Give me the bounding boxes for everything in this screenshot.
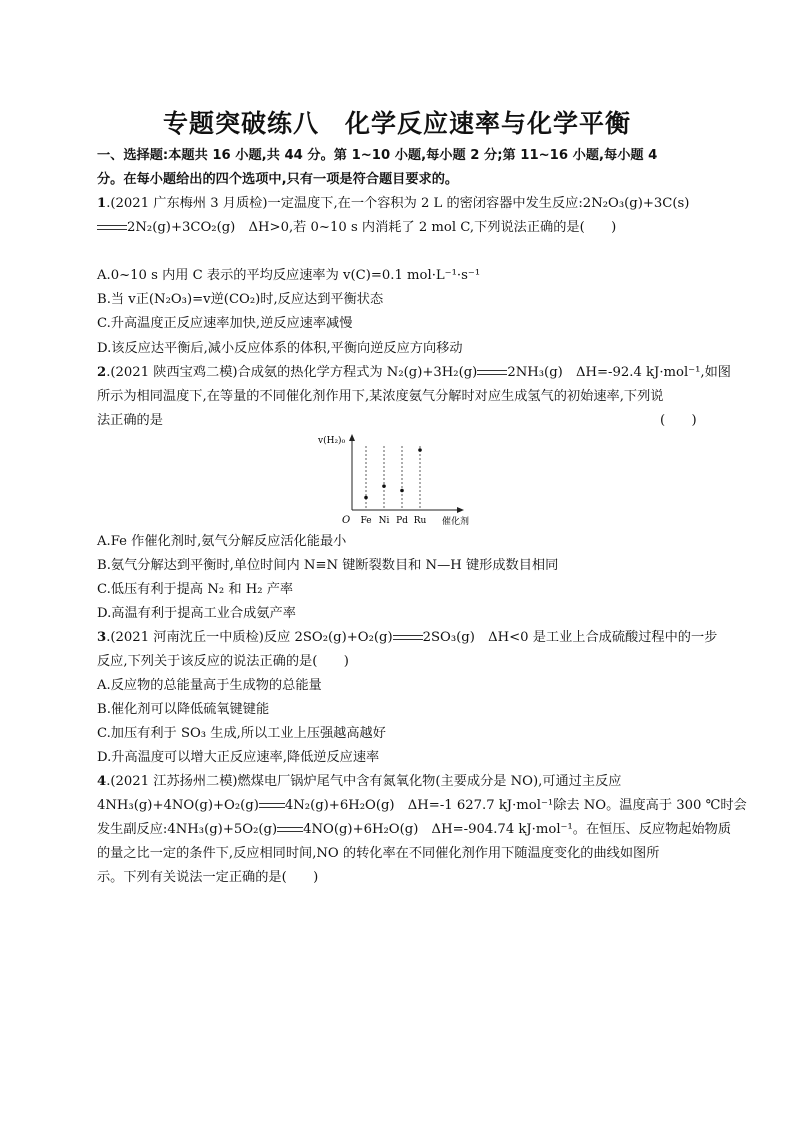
q2-option-c: C.低压有利于提高 N₂ 和 H₂ 产率 [97,582,294,597]
q4-stem-text-3a: 发生副反应:4NH₃(g)+5O₂(g) [97,822,278,837]
q1-stem-text-1: .(2021 广东梅州 3 月质检)一定温度下,在一个容积为 2 L 的密闭容器中发生反应:2N₂O₃(g)+3C(s) [106,196,690,211]
page-title: 专题突破练八 化学反应速率与化学平衡 [162,109,631,138]
q1-stem-line-2 [97,218,707,238]
q4-stem-line-5: 示。下列有关说法一定正确的是( ) [97,870,319,885]
reversible-arrow-icon [477,369,507,377]
q3-stem-line-2: 反应,下列关于该反应的说法正确的是( ) [97,654,349,669]
equals-arrow-icon [277,826,303,834]
chart-x-axis-arrow [457,507,464,513]
q3-stem-text-1b: 2SO₃(g) ΔH<0 是工业上合成硫酸过程中的一步 [422,630,718,645]
chart-marks [360,446,426,526]
chart-tick-ru: Ru [413,516,427,526]
q4-stem-text-3b: 4NO(g)+6H₂O(g) ΔH=-904.74 kJ·mol⁻¹。在恒压、反应物起始物质 [303,822,732,837]
q4-stem-text-1: .(2021 江苏扬州二模)燃煤电厂锅炉尾气中含有氮氧化物(主要成分是 NO),可通过主反应 [106,774,622,789]
q2-number: 2 [97,365,107,380]
q4-stem-line-1 [97,772,707,792]
q4-stem-line-3 [97,820,732,840]
chart-point-ni [382,484,386,488]
q2-stem-line-2: 所示为相同温度下,在等量的不同催化剂作用下,某浓度氨气分解时对应生成氢气的初始速率,下列说 [97,389,664,404]
q3-option-b: B.催化剂可以降低硫氧键键能 [97,702,270,717]
catalyst-rate-chart [318,432,488,532]
q3-option-d: D.升高温度可以增大正反应速率,降低逆反应速率 [97,750,380,765]
q1-option-b: B.当 v正(N₂O₃)=v逆(CO₂)时,反应达到平衡状态 [97,292,384,307]
chart-xlabel: 催化剂 [442,517,470,527]
q2-stem-text-1a: .(2021 陕西宝鸡二模)合成氨的热化学方程式为 N₂(g)+3H₂(g) [106,365,478,380]
q4-stem-line-4: 的量之比一定的条件下,反应相同时间,NO 的转化率在不同催化剂作用下随温度变化的曲线如图所 [97,846,660,861]
q1-option-a: A.0~10 s 内用 C 表示的平均反应速率为 v(C)=0.1 mol·L⁻¹·s⁻¹ [97,268,481,283]
q3-stem-line-1 [97,628,718,648]
q4-stem-text-2a: 4NH₃(g)+4NO(g)+O₂(g) [97,798,259,813]
q2-option-a: A.Fe 作催化剂时,氨气分解反应活化能最小 [97,534,347,549]
q3-option-c: C.加压有利于 SO₃ 生成,所以工业上压强越高越好 [97,726,386,741]
chart-y-axis-arrow [349,434,355,441]
q1-number: 1 [97,196,107,211]
q1-stem-text-2: 2N₂(g)+3CO₂(g) ΔH>0,若 0~10 s 内消耗了 2 mol C,下列说法正确的是( ) [127,220,617,235]
chart-point-ru [418,448,422,452]
q3-option-a: A.反应物的总能量高于生成物的总能量 [97,678,322,693]
section-instructions-line-1: 一、选择题:本题共 16 小题,共 44 分。第 1~10 小题,每小题 2 分;第 11~16 小题,每小题 4 [97,148,658,163]
chart-tick-pd: Pd [396,516,408,526]
q1-stem-line-1 [97,194,707,214]
q3-number: 3 [97,630,107,645]
q4-stem-text-2b: 4N₂(g)+6H₂O(g) ΔH=-1 627.7 kJ·mol⁻¹除去 NO。温度高于 300 ℃时会 [284,798,747,813]
q2-answer-bracket: ( ) [660,413,697,428]
chart-point-fe [364,496,368,500]
chart-tick-fe: Fe [360,516,372,526]
q2-stem-line-1 [97,363,731,383]
q3-stem-text-1a: .(2021 河南沈丘一中质检)反应 2SO₂(g)+O₂(g) [106,630,393,645]
q1-option-d: D.该反应达平衡后,减小反应体系的体积,平衡向逆反应方向移动 [97,341,463,356]
q1-option-c: C.升高温度正反应速率加快,逆反应速率减慢 [97,316,353,331]
equals-arrow-icon [259,802,285,810]
q4-stem-line-2 [97,796,747,816]
q2-stem-line-3: 法正确的是 [97,413,163,428]
chart-origin: O [342,515,351,526]
section-instructions-line-2: 分。在每小题给出的四个选项中,只有一项是符合题目要求的。 [97,172,459,187]
q2-option-d: D.高温有利于提高工业合成氨产率 [97,606,296,621]
chart-point-pd [400,489,404,493]
q4-number: 4 [97,774,107,789]
reversible-arrow-icon [393,634,423,642]
chart-tick-ni: Ni [378,516,390,526]
q2-option-b: B.氨气分解达到平衡时,单位时间内 N≡N 键断裂数目和 N—H 键形成数目相同 [97,558,559,573]
q2-stem-text-1b: 2NH₃(g) ΔH=-92.4 kJ·mol⁻¹,如图 [507,365,731,380]
reversible-arrow-icon [97,224,127,232]
chart-ylabel: v(H₂)₀ [318,436,346,446]
